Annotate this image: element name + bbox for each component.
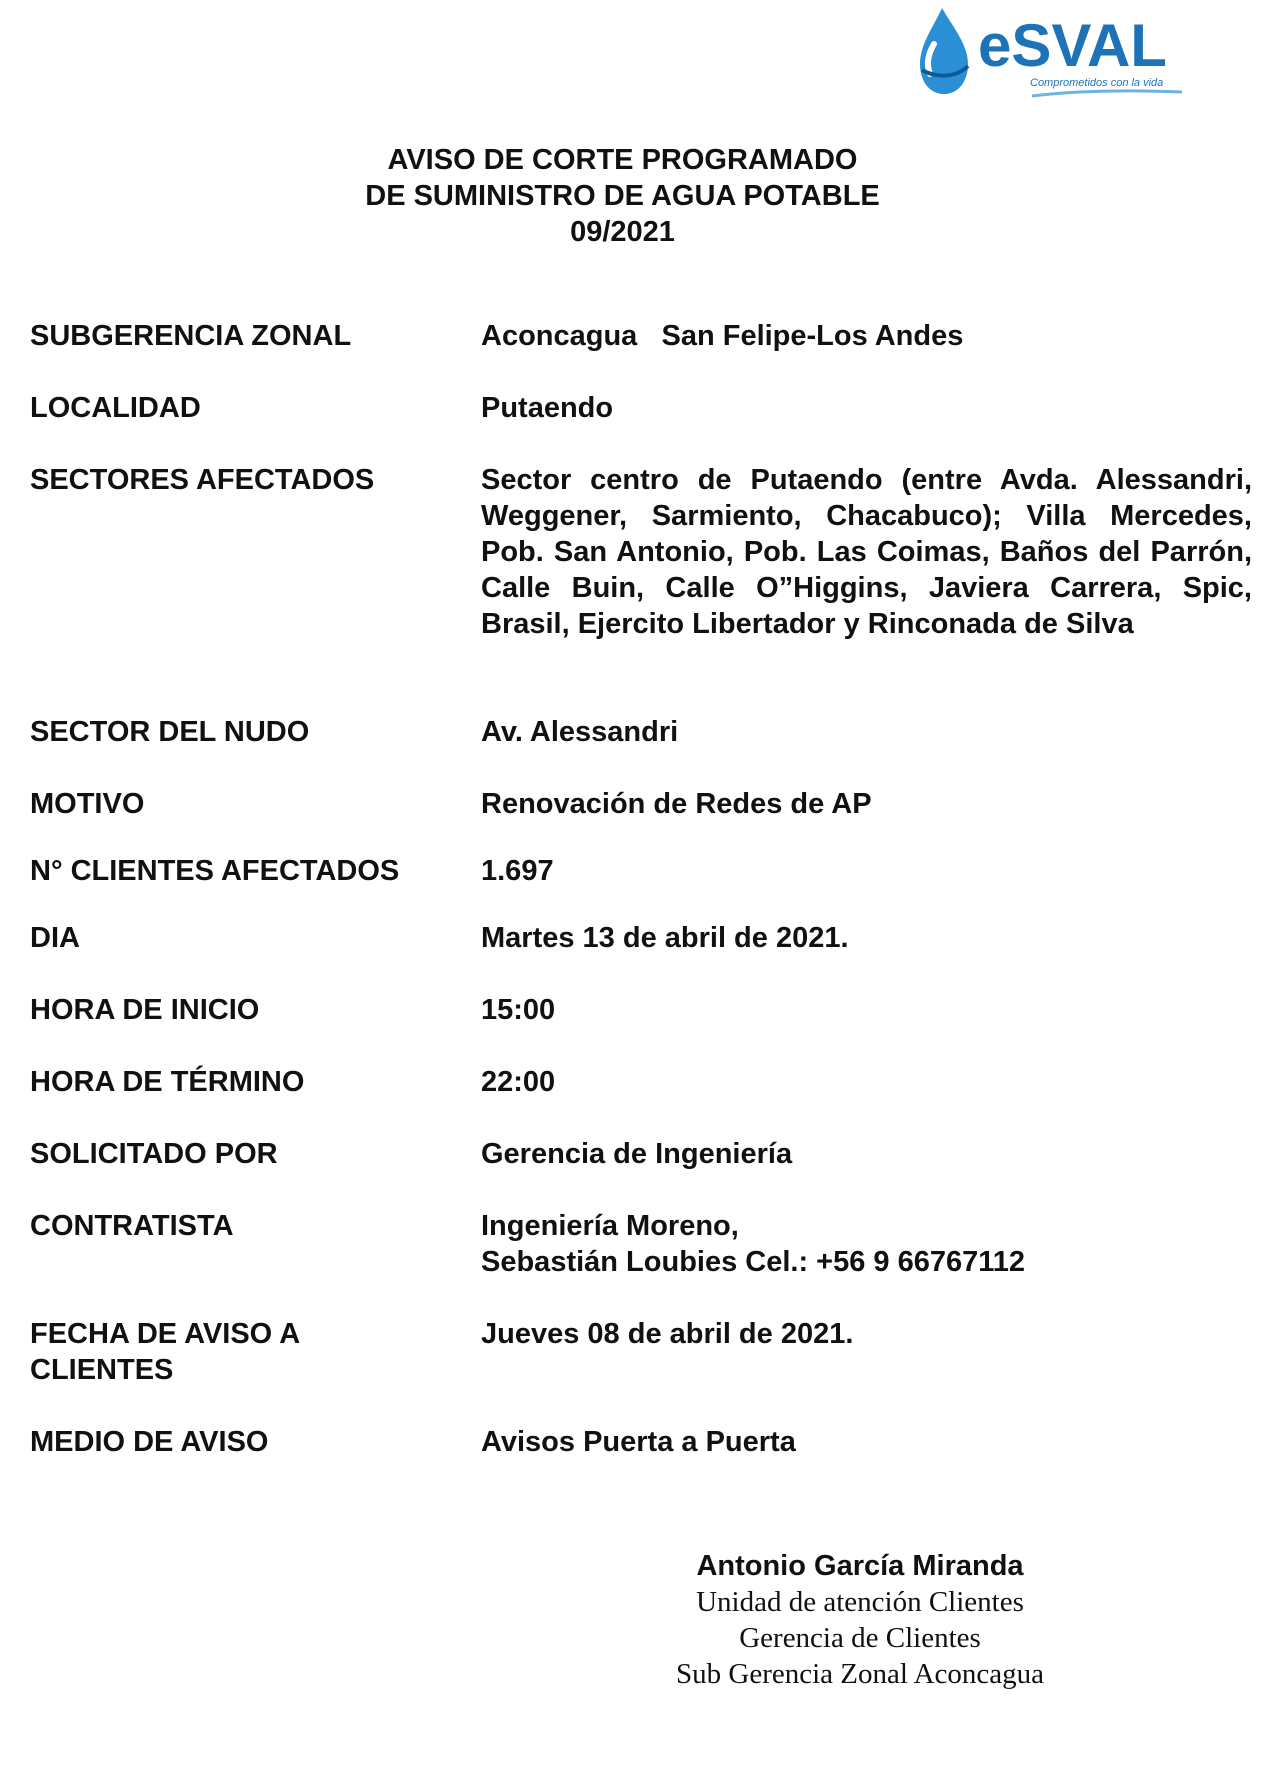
title-line-2: DE SUMINISTRO DE AGUA POTABLE: [365, 180, 880, 212]
signature-block: [600, 1548, 1120, 1692]
field-label: CONTRATISTA: [30, 1210, 234, 1242]
field-value: Renovación de Redes de AP: [481, 788, 872, 820]
signature-line-1: Unidad de atención Clientes: [696, 1586, 1024, 1618]
field-value: Jueves 08 de abril de 2021.: [481, 1318, 854, 1350]
field-value: Martes 13 de abril de 2021.: [481, 922, 849, 954]
field-label: MEDIO DE AVISO: [30, 1426, 269, 1458]
logo-tagline: Comprometidos con la vida: [1030, 77, 1164, 89]
esval-logo: [912, 4, 1212, 104]
esval-logo-graphic: [912, 4, 1212, 104]
field-value: Aconcagua San Felipe-Los Andes: [481, 320, 964, 352]
field-value: 15:00: [481, 994, 556, 1026]
field-label: LOCALIDAD: [30, 392, 201, 424]
water-drop-icon: [920, 8, 968, 94]
field-label-line-2: CLIENTES: [30, 1354, 174, 1386]
field-label: N° CLIENTES AFECTADOS: [30, 855, 400, 887]
field-value: [481, 1208, 1252, 1280]
field-label: HORA DE INICIO: [30, 994, 260, 1026]
field-value-line-1: Ingeniería Moreno,: [481, 1210, 739, 1242]
field-label: DIA: [30, 922, 80, 954]
logo-wordmark: eSVAL: [978, 12, 1167, 79]
title-line-3: 09/2021: [570, 216, 675, 248]
field-label-line-1: FECHA DE AVISO A: [30, 1318, 301, 1350]
field-value-line-2: Sebastián Loubies Cel.: +56 9 66767112: [481, 1246, 1026, 1278]
field-value: Gerencia de Ingeniería: [481, 1138, 793, 1170]
field-value: Putaendo: [481, 392, 614, 424]
field-label: [30, 1316, 470, 1388]
field-label: SOLICITADO POR: [30, 1138, 278, 1170]
signature-line-2: Gerencia de Clientes: [739, 1622, 981, 1654]
field-label: SECTOR DEL NUDO: [30, 716, 310, 748]
title-line-1: AVISO DE CORTE PROGRAMADO: [387, 144, 858, 176]
field-label: SUBGERENCIA ZONAL: [30, 320, 352, 352]
signature-name: Antonio García Miranda: [696, 1550, 1024, 1582]
field-value: Av. Alessandri: [481, 716, 679, 748]
field-value: 1.697: [481, 855, 554, 887]
field-label: HORA DE TÉRMINO: [30, 1066, 305, 1098]
logo-swoosh: [1032, 91, 1182, 96]
field-value: Sector centro de Putaendo (entre Avda. Alessandri, Weggener, Sarmiento, Chacabuco); Villa Mercedes, Pob. San Antonio, Pob. Las Coimas, Baños del Parrón, Calle Buin, Calle O”Higgins, Javiera Carrera, Spic, Brasil, Ejercito Libertador y Rinconada de Silva: [481, 464, 1252, 640]
field-value: 22:00: [481, 1066, 556, 1098]
field-value: Avisos Puerta a Puerta: [481, 1426, 796, 1458]
field-label: MOTIVO: [30, 788, 145, 820]
signature-line-3: Sub Gerencia Zonal Aconcagua: [676, 1658, 1044, 1690]
notice-title: [0, 142, 1245, 250]
field-label: SECTORES AFECTADOS: [30, 464, 375, 496]
